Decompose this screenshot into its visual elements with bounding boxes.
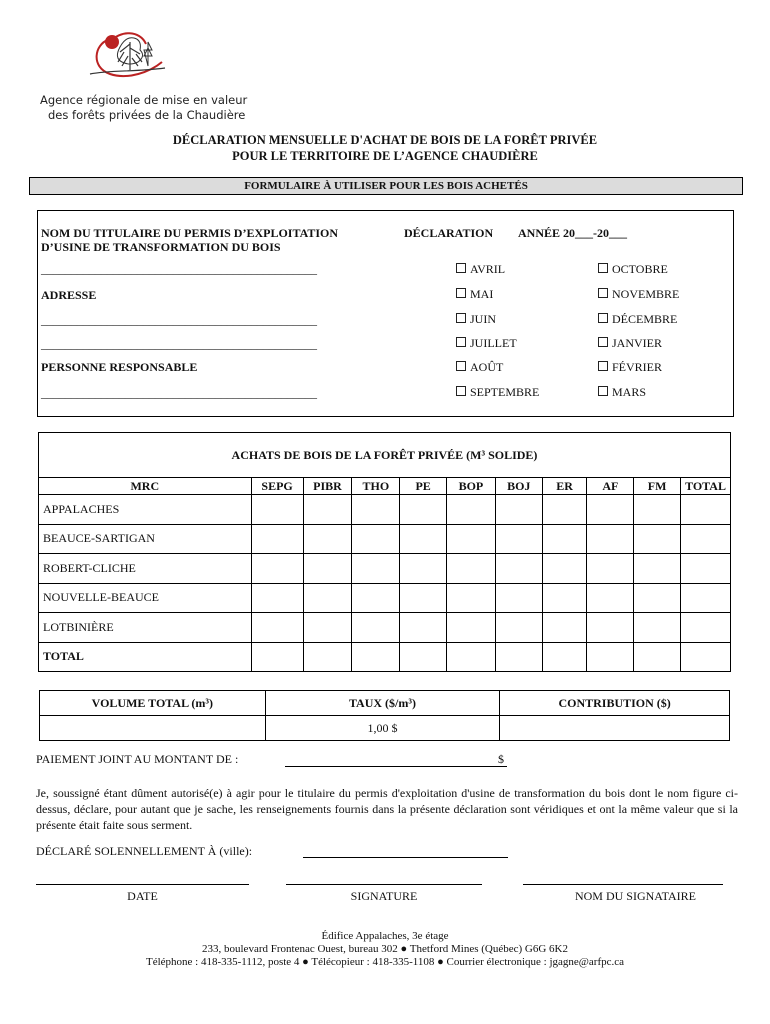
- cell[interactable]: [681, 642, 731, 672]
- month-novembre[interactable]: [598, 287, 679, 302]
- month-label: JUIN: [470, 312, 496, 326]
- cell[interactable]: [495, 583, 542, 613]
- checkbox-icon: [598, 263, 608, 273]
- month-label: JANVIER: [612, 336, 662, 350]
- cell[interactable]: [542, 613, 587, 643]
- table-row-total: [39, 642, 731, 672]
- col-header: BOP: [447, 478, 496, 495]
- checkbox-icon: [456, 263, 466, 273]
- cell[interactable]: [681, 554, 731, 584]
- checkbox-icon: [598, 288, 608, 298]
- date-label: DATE: [127, 889, 158, 903]
- cell[interactable]: [634, 495, 681, 525]
- agency-line-1: Agence régionale de mise en valeur: [40, 93, 248, 107]
- checkbox-icon: [598, 313, 608, 323]
- signature-label: SIGNATURE: [350, 889, 418, 903]
- rate-value: 1,00 $: [265, 716, 500, 741]
- cell[interactable]: [447, 495, 496, 525]
- month-label: DÉCEMBRE: [612, 312, 678, 326]
- purchases-header-row: [39, 478, 731, 495]
- cell[interactable]: [447, 642, 496, 672]
- col-header: TOTAL: [681, 478, 731, 495]
- row-label: NOUVELLE-BEAUCE: [39, 583, 252, 613]
- cell[interactable]: [634, 554, 681, 584]
- month-aout[interactable]: [456, 360, 503, 375]
- signature-field[interactable]: [286, 884, 482, 885]
- checkbox-icon: [456, 313, 466, 323]
- agency-logo: [80, 22, 170, 84]
- month-label: AVRIL: [470, 262, 506, 276]
- cell[interactable]: [587, 642, 634, 672]
- cell[interactable]: [447, 583, 496, 613]
- address-field-1[interactable]: ______________________________________________: [41, 313, 317, 327]
- cell[interactable]: [303, 524, 352, 554]
- cell[interactable]: [681, 495, 731, 525]
- cell[interactable]: [303, 642, 352, 672]
- col-header: SEPG: [251, 478, 303, 495]
- cell[interactable]: [587, 554, 634, 584]
- cell[interactable]: [251, 495, 303, 525]
- agency-line-2: des forêts privées de la Chaudière: [48, 107, 246, 122]
- month-janvier[interactable]: [598, 336, 662, 351]
- cell[interactable]: [251, 583, 303, 613]
- signatory-name-field[interactable]: [523, 884, 723, 885]
- checkbox-icon: [598, 361, 608, 371]
- cell[interactable]: [400, 524, 447, 554]
- cell[interactable]: [400, 495, 447, 525]
- table-row: [39, 583, 731, 613]
- checkbox-icon: [598, 337, 608, 347]
- purchases-table: [38, 432, 731, 672]
- row-label: BEAUCE-SARTIGAN: [39, 524, 252, 554]
- cell[interactable]: [447, 554, 496, 584]
- month-fevrier[interactable]: [598, 360, 662, 375]
- month-label: MARS: [612, 385, 647, 399]
- footer-contact: Téléphone : 418-335-1112, poste 4 ● Télécopieur : 418-335-1108 ● Courrier électronique : jgagne@arfpc.ca: [145, 956, 625, 968]
- month-label: AOÛT: [470, 360, 504, 374]
- col-header: ER: [542, 478, 587, 495]
- cell[interactable]: [251, 524, 303, 554]
- cell[interactable]: [352, 495, 400, 525]
- declaration-label: DÉCLARATION: [404, 226, 494, 240]
- cell[interactable]: [251, 642, 303, 672]
- rate-header: TAUX ($/m³): [265, 691, 500, 716]
- month-label: NOVEMBRE: [612, 287, 680, 301]
- row-label: ROBERT-CLICHE: [39, 554, 252, 584]
- cell[interactable]: [542, 554, 587, 584]
- solemn-label: DÉCLARÉ SOLENNELLEMENT À (ville):: [36, 844, 253, 858]
- table-row: [39, 495, 731, 525]
- cell[interactable]: [495, 524, 542, 554]
- cell[interactable]: [352, 642, 400, 672]
- col-header: AF: [587, 478, 634, 495]
- volume-field[interactable]: [40, 716, 266, 741]
- footer-address: 233, boulevard Frontenac Ouest, bureau 302 ● Thetford Mines (Québec) G6G 6K2: [202, 943, 568, 955]
- cell[interactable]: [634, 642, 681, 672]
- cell[interactable]: [400, 583, 447, 613]
- month-label: MAI: [470, 287, 494, 301]
- month-septembre[interactable]: [456, 385, 539, 400]
- month-juillet[interactable]: [456, 336, 517, 351]
- month-label: SEPTEMBRE: [470, 385, 540, 399]
- cell[interactable]: [447, 613, 496, 643]
- responsible-label: PERSONNE RESPONSABLE: [41, 360, 198, 374]
- contribution-field[interactable]: [500, 716, 730, 741]
- holder-label-2: D’USINE DE TRANSFORMATION DU BOIS: [41, 240, 281, 254]
- month-mai[interactable]: [456, 287, 493, 302]
- cell[interactable]: [587, 613, 634, 643]
- cell[interactable]: [495, 495, 542, 525]
- cell[interactable]: [542, 524, 587, 554]
- month-label: JUILLET: [470, 336, 517, 350]
- cell[interactable]: [352, 583, 400, 613]
- col-header: PE: [400, 478, 447, 495]
- purchases-title: ACHATS DE BOIS DE LA FORÊT PRIVÉE (M³ SOLIDE): [39, 433, 731, 478]
- table-row: [39, 524, 731, 554]
- responsible-field[interactable]: ______________________________________________: [41, 386, 317, 400]
- cell[interactable]: [634, 583, 681, 613]
- col-header: BOJ: [495, 478, 542, 495]
- row-label: APPALACHES: [39, 495, 252, 525]
- payment-field[interactable]: [285, 766, 507, 767]
- month-octobre[interactable]: [598, 262, 668, 277]
- table-row: [39, 554, 731, 584]
- checkbox-icon: [598, 386, 608, 396]
- cell[interactable]: [352, 613, 400, 643]
- cell[interactable]: [681, 613, 731, 643]
- cell[interactable]: [587, 524, 634, 554]
- cell[interactable]: [251, 613, 303, 643]
- checkbox-icon: [456, 288, 466, 298]
- holder-label-1: NOM DU TITULAIRE DU PERMIS D’EXPLOITATION: [41, 226, 339, 240]
- cell[interactable]: [681, 524, 731, 554]
- col-header: FM: [634, 478, 681, 495]
- cell[interactable]: [587, 495, 634, 525]
- table-row: [39, 613, 731, 643]
- volume-header: VOLUME TOTAL (m³): [40, 691, 266, 716]
- cell[interactable]: [400, 642, 447, 672]
- summary-table: [39, 690, 730, 741]
- cell[interactable]: [495, 554, 542, 584]
- cell[interactable]: [303, 554, 352, 584]
- month-juin[interactable]: [456, 312, 496, 327]
- signatory-name-label: NOM DU SIGNATAIRE: [574, 889, 697, 903]
- month-mars[interactable]: [598, 385, 646, 400]
- row-label: TOTAL: [39, 642, 252, 672]
- address-label: ADRESSE: [41, 288, 97, 302]
- cell[interactable]: [447, 524, 496, 554]
- cell[interactable]: [634, 613, 681, 643]
- payment-label: PAIEMENT JOINT AU MONTANT DE :: [36, 752, 239, 766]
- cell[interactable]: [400, 613, 447, 643]
- attestation-text: Je, soussigné étant dûment autorisé(e) à agir pour le titulaire du permis d'exploitation d'usine de transformation du bois dont le nom figure ci-dessus, déclare, pour autant que je sache, les renseignements fournis dans la présente déclaration sont véridiques et ont la même valeur que si la présente était faite sous serment.: [36, 786, 738, 832]
- cell[interactable]: [251, 554, 303, 584]
- month-avril[interactable]: [456, 262, 505, 277]
- cell[interactable]: [542, 583, 587, 613]
- col-header: THO: [352, 478, 400, 495]
- cell[interactable]: [303, 613, 352, 643]
- payment-currency: $: [498, 752, 504, 766]
- footer-building: Édifice Appalaches, 3e étage: [321, 930, 449, 942]
- cell[interactable]: [352, 524, 400, 554]
- cell[interactable]: [587, 583, 634, 613]
- cell[interactable]: [303, 495, 352, 525]
- cell[interactable]: [303, 583, 352, 613]
- month-label: OCTOBRE: [612, 262, 668, 276]
- agency-name: [40, 93, 247, 122]
- cell[interactable]: [634, 524, 681, 554]
- form-usage-bar: FORMULAIRE À UTILISER POUR LES BOIS ACHETÉS: [29, 177, 743, 195]
- form-title-line-2: POUR LE TERRITOIRE DE L’AGENCE CHAUDIÈRE: [232, 149, 538, 163]
- address-field-2[interactable]: ______________________________________________: [41, 337, 317, 351]
- date-field[interactable]: [36, 884, 249, 885]
- cell[interactable]: [352, 554, 400, 584]
- cell[interactable]: [495, 642, 542, 672]
- cell[interactable]: [681, 583, 731, 613]
- holder-name-field[interactable]: ______________________________________________: [41, 262, 317, 276]
- cell[interactable]: [542, 642, 587, 672]
- col-header: MRC: [39, 478, 252, 495]
- contribution-header: CONTRIBUTION ($): [500, 691, 730, 716]
- form-title-line-1: DÉCLARATION MENSUELLE D'ACHAT DE BOIS DE LA FORÊT PRIVÉE: [172, 133, 598, 147]
- row-label: LOTBINIÈRE: [39, 613, 252, 643]
- checkbox-icon: [456, 337, 466, 347]
- cell[interactable]: [400, 554, 447, 584]
- cell[interactable]: [542, 495, 587, 525]
- month-decembre[interactable]: [598, 312, 677, 327]
- month-label: FÉVRIER: [612, 360, 663, 374]
- city-field[interactable]: [303, 857, 508, 858]
- col-header: PIBR: [303, 478, 352, 495]
- checkbox-icon: [456, 386, 466, 396]
- year-label: ANNÉE 20___-20___: [518, 226, 628, 240]
- cell[interactable]: [495, 613, 542, 643]
- checkbox-icon: [456, 361, 466, 371]
